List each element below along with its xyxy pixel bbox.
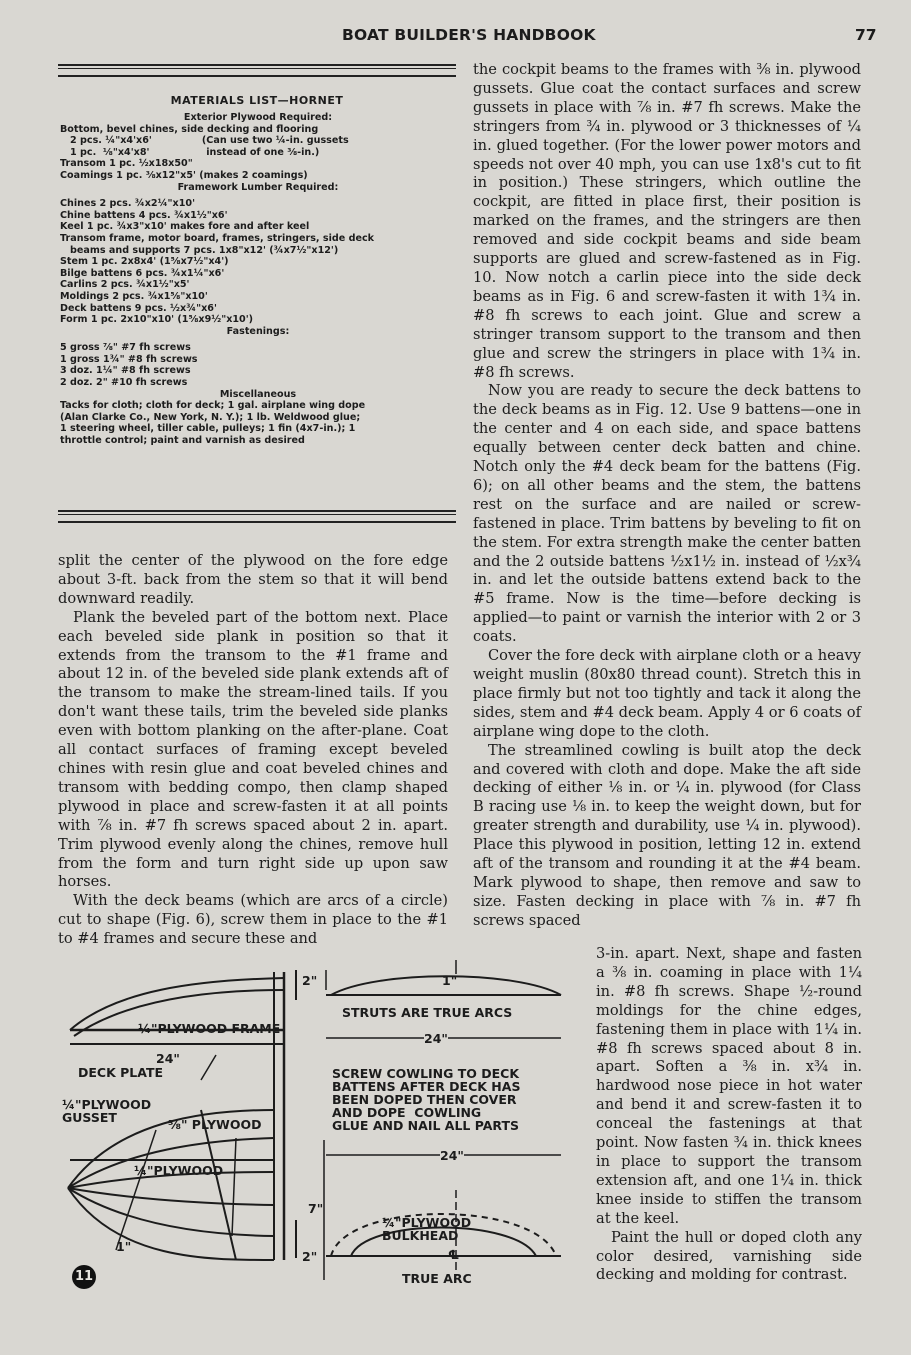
materials-heading: Exterior Plywood Required: xyxy=(183,112,333,123)
materials-heading: Framework Lumber Required: xyxy=(177,181,339,193)
running-title: BOAT BUILDER'S HANDBOOK xyxy=(342,26,596,44)
page-number: 77 xyxy=(855,26,877,44)
materials-line: beams and supports 7 pcs. 1x8"x12' (¾x7½"x12') xyxy=(60,244,339,256)
materials-line: throttle control; paint and varnish as desired xyxy=(60,435,305,447)
materials-line: Coamings 1 pc. ⅜x12"x5' (makes 2 coamings) xyxy=(60,169,308,181)
label-plywood-gusset: ¼"PLYWOOD GUSSET xyxy=(62,1097,152,1125)
body-paragraph: Cover the fore deck with airplane cloth or a heavy weight muslin (80x80 thread count). Stretch this in place firmly but not too tightly and tack it along the sides, stem and #4 deck beam. Apply 4 or 6 coats of airplane wing dope to the cloth. xyxy=(473,647,861,740)
materials-line: Deck battens 9 pcs. ½x¾"x6' xyxy=(60,302,217,314)
materials-line: (Alan Clarke Co., New York, N. Y.); 1 lb. Weldwood glue; xyxy=(60,411,361,423)
materials-heading: Fastenings: xyxy=(226,325,290,337)
label-plywood-frame: ¼"PLYWOOD FRAME xyxy=(138,1021,281,1036)
label-struts: STRUTS ARE TRUE ARCS xyxy=(342,1005,513,1020)
materials-list-box xyxy=(58,64,456,524)
body-paragraph: Paint the hull or doped cloth any color desired, varnishing side decking and molding for contrast. xyxy=(596,1228,862,1284)
materials-line: Tacks for cloth; cloth for deck; 1 gal. airplane wing dope xyxy=(60,400,366,412)
label-dim-2-bottom: 2" xyxy=(302,1249,318,1264)
label-24-left: 24" xyxy=(156,1051,180,1066)
bottom-rule xyxy=(58,510,456,523)
body-paragraph: split the center of the plywood on the fore edge about 3-ft. back from the stem so that it will bend downward readily. xyxy=(58,552,448,607)
materials-line: Bottom, bevel chines, side decking and flooring xyxy=(60,123,319,135)
body-paragraph: Plank the beveled part of the bottom next. Place each beveled side plank in position so that it extends from the transom to the #1 frame and about 12 in. of the beveled side plank extends aft of the transom to make the stream-lined tails. If you don't want these tails, trim the beveled side planks even with bottom planking on the after-plane. Coat all contact surfaces of framing except beveled chines with resin glue and coat beveled chines and transom with bedding compo, then clamp shaped plywood in place and screw-fasten it at all points with ⅞ in. #7 fh screws spaced about 2 in. apart. Trim plywood evenly along the chines, remove hull from the form and turn right side up upon saw horses. xyxy=(58,608,448,891)
label-bulkhead: ¼"PLYWOOD BULKHEAD xyxy=(382,1215,472,1243)
materials-line: Stem 1 pc. 2x8x4' (1⅝x7½"x4') xyxy=(60,256,229,268)
label-screw-note: SCREW COWLING TO DECK BATTENS AFTER DECK HAS BEEN DOPED THEN COVER AND DOPE COWLING GLUE AND NAIL ALL PARTS xyxy=(332,1066,521,1133)
figure-11-diagram xyxy=(56,960,586,1292)
label-dim-24-mid: 24" xyxy=(424,1031,448,1046)
figure-number-badge: 11 xyxy=(72,1265,96,1289)
materials-line: 2 pcs. ¼"x4'x6' (Can use two ¼-in. gussets xyxy=(60,135,349,147)
materials-line: 2 doz. 2" #10 fh screws xyxy=(60,377,188,389)
body-paragraph: Now you are ready to secure the deck battens to the deck beams as in Fig. 12. Use 9 battens—one in the center and 4 on each side, and space battens equally between center deck batten and chine. Notch only the #4 deck beam for the battens (Fig. 6); on all other beams and the stem, the battens rest on the surface and are nailed or screw-fastened in place. Trim battens by beveling to fit on the stem. For extra strength make the center batten and the 2 outside battens ½x1½ in. instead of ½x¾ in. and let the outside battens extend back to the #5 frame. Now is the time—before decking is applied—to paint or varnish the interior with 2 or 3 coats. xyxy=(473,382,861,646)
label-plywood-1-4: ¼"PLYWOOD xyxy=(134,1163,224,1178)
materials-line: Keel 1 pc. ¾x3"x10' makes fore and after keel xyxy=(60,221,310,233)
body-paragraph: the cockpit beams to the frames with ⅜ in. plywood gussets. Glue coat the contact surfaces and screw gussets in place with ⅞ in. #7 fh screws. Make the stringers from ¾ in. plywood or 3 thicknesses of ¼ in. glued together. (For the lower power motors and speeds not over 40 mph, you can use 1x8's cut to fit in position.) These stringers, which outline the cockpit, are fitted in place first, their position is marked on the frames, and the stringers are then removed and side cockpit beams and side beam supports are glued and screw-fastened as in Fig. 10. Now notch a carlin piece into the side deck beams as in Fig. 6 and screw-fasten it with 1¾ in. #8 fh screws to each joint. Glue and screw a stringer transom support to the transom and then glue and screw the stringers in place with 1¾ in. #8 fh screws. xyxy=(473,61,861,381)
materials-line: 1 gross 1¾" #8 fh screws xyxy=(60,353,198,365)
strut-drawing xyxy=(326,960,561,1038)
label-plywood-3-8: ⅜" PLYWOOD xyxy=(168,1117,262,1132)
materials-line: Bilge battens 6 pcs. ¾x1¼"x6' xyxy=(60,267,225,279)
materials-line: Form 1 pc. 2x10"x10' (1⅝x9½"x10') xyxy=(60,314,254,326)
label-dim-2-top: 2" xyxy=(302,973,318,988)
body-column-right-lower xyxy=(596,945,862,1285)
materials-line: 1 pc. ⅛"x4'x8' instead of one ⅜-in.) xyxy=(60,146,320,158)
materials-line: 1 steering wheel, tiller cable, pulleys; 1 fin (4x7-in.); 1 xyxy=(60,423,356,435)
body-paragraph: With the deck beams (which are arcs of a circle) cut to shape (Fig. 6), screw them in place to the #1 to #4 frames and secure these and xyxy=(58,892,448,948)
body-paragraph: 3-in. apart. Next, shape and fasten a ⅜ in. coaming in place with 1¼ in. #8 fh screws. Shape ½-round moldings for the chine edges, fastening them in place with 1¼ in. #8 fh screws spaced about 8 in. apart. Soften a ⅜ in. x¾ in. hardwood nose piece in hot water and bend it and screw-fasten it to conceal the fastenings at that point. Now fasten ¾ in. thick knees in place to support the transom extension aft, and one 1¼ in. thick knee inside to stiffen the transom at the keel. xyxy=(596,945,862,1227)
label-true-arc: TRUE ARC xyxy=(402,1271,472,1286)
materials-line: Chine battens 4 pcs. ¾x1½"x6' xyxy=(60,209,228,221)
top-rule xyxy=(58,64,456,77)
body-column-right xyxy=(473,61,861,931)
body-column-left xyxy=(58,552,448,949)
body-paragraph: The streamlined cowling is built atop the deck and covered with cloth and dope. Make the aft side decking of either ⅛ in. or ¼ in. plywood (for Class B racing use ⅛ in. to keep the weight down, but for greater strength and durability, use ¼ in. plywood). Place this plywood in position, letting 12 in. extend aft of the transom and rounding it at the #4 beam. Mark plywood to shape, then remove and saw to size. Fasten decking in place with ⅞ in. #7 fh screws spaced xyxy=(473,741,861,929)
label-dim-24-lower: 24" xyxy=(440,1148,464,1163)
materials-line: Chines 2 pcs. ¾x2¼"x10' xyxy=(60,198,196,210)
materials-line: Transom 1 pc. ½x18x50" xyxy=(60,158,193,170)
label-deck-plate: DECK PLATE xyxy=(78,1065,164,1080)
materials-lines xyxy=(60,112,456,447)
materials-title: MATERIALS LIST—HORNET xyxy=(170,94,344,107)
materials-line: 3 doz. 1¼" #8 fh screws xyxy=(60,365,191,377)
materials-heading: Miscellaneous xyxy=(219,388,297,400)
materials-line: 5 gross ⅞" #7 fh screws xyxy=(60,342,191,354)
running-header xyxy=(0,26,911,48)
label-dim-1-top: 1" xyxy=(442,973,458,988)
materials-line: Transom frame, motor board, frames, stringers, side deck xyxy=(60,232,375,244)
materials-line: Moldings 2 pcs. ¾x1⅝"x10' xyxy=(60,290,208,302)
label-dim-1-bottom: 1" xyxy=(116,1239,132,1254)
materials-line: Carlins 2 pcs. ¾x1½"x5' xyxy=(60,279,190,291)
label-centerline: ℄ xyxy=(448,1247,460,1262)
label-dim-7: 7" xyxy=(308,1201,324,1216)
